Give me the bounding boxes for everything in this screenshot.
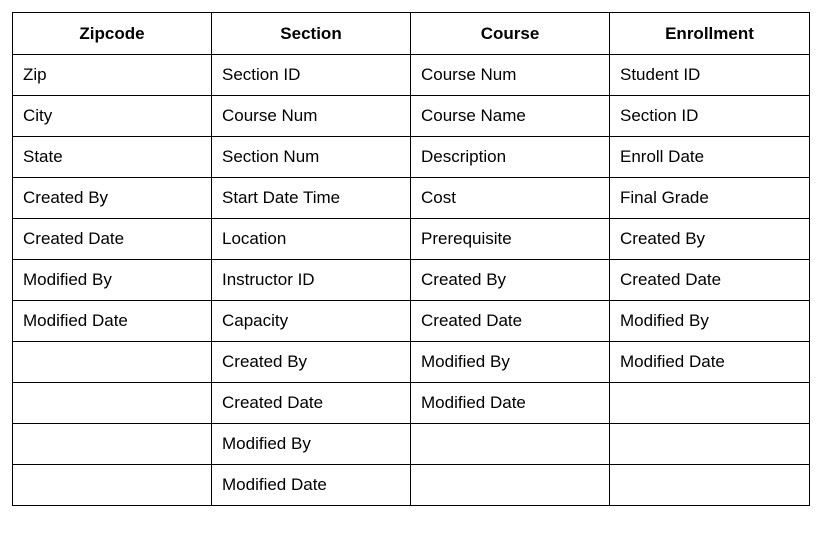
column-header-zipcode: Zipcode bbox=[13, 13, 212, 55]
table-cell-section: Start Date Time bbox=[212, 178, 411, 219]
table-cell-zipcode: Modified By bbox=[13, 260, 212, 301]
table-cell-course: Course Name bbox=[411, 96, 610, 137]
table-cell-zipcode: City bbox=[13, 96, 212, 137]
table-cell-course: Cost bbox=[411, 178, 610, 219]
table-cell-zipcode: Zip bbox=[13, 55, 212, 96]
table-cell-zipcode bbox=[13, 342, 212, 383]
table-cell-section: Created Date bbox=[212, 383, 411, 424]
table-cell-section: Location bbox=[212, 219, 411, 260]
table-cell-section: Modified By bbox=[212, 424, 411, 465]
table-row bbox=[13, 219, 810, 260]
table-cell-zipcode bbox=[13, 424, 212, 465]
table-cell-enrollment: Created By bbox=[610, 219, 810, 260]
table-cell-zipcode: Created By bbox=[13, 178, 212, 219]
table-cell-section: Section Num bbox=[212, 137, 411, 178]
table-cell-zipcode: Modified Date bbox=[13, 301, 212, 342]
column-header-course: Course bbox=[411, 13, 610, 55]
table-row bbox=[13, 342, 810, 383]
table-cell-course: Created Date bbox=[411, 301, 610, 342]
table-cell-course: Modified By bbox=[411, 342, 610, 383]
table-cell-section: Section ID bbox=[212, 55, 411, 96]
table-cell-section: Created By bbox=[212, 342, 411, 383]
table-cell-zipcode: Created Date bbox=[13, 219, 212, 260]
table-cell-enrollment bbox=[610, 465, 810, 506]
table-row bbox=[13, 301, 810, 342]
table-row bbox=[13, 465, 810, 506]
column-header-enrollment: Enrollment bbox=[610, 13, 810, 55]
table-cell-course: Course Num bbox=[411, 55, 610, 96]
table-cell-enrollment bbox=[610, 383, 810, 424]
table-cell-course: Created By bbox=[411, 260, 610, 301]
table-row bbox=[13, 178, 810, 219]
table-row bbox=[13, 424, 810, 465]
table-cell-section: Course Num bbox=[212, 96, 411, 137]
column-header-section: Section bbox=[212, 13, 411, 55]
table-cell-course bbox=[411, 424, 610, 465]
header-row bbox=[13, 13, 810, 55]
table-cell-enrollment: Modified By bbox=[610, 301, 810, 342]
table-cell-course bbox=[411, 465, 610, 506]
table-row bbox=[13, 137, 810, 178]
table-cell-enrollment: Enroll Date bbox=[610, 137, 810, 178]
table-row bbox=[13, 383, 810, 424]
table-cell-enrollment: Created Date bbox=[610, 260, 810, 301]
table-cell-zipcode bbox=[13, 383, 212, 424]
table-row bbox=[13, 96, 810, 137]
schema-table bbox=[12, 12, 810, 506]
table-cell-zipcode bbox=[13, 465, 212, 506]
table-cell-enrollment: Student ID bbox=[610, 55, 810, 96]
table-cell-enrollment bbox=[610, 424, 810, 465]
table-cell-enrollment: Modified Date bbox=[610, 342, 810, 383]
table-cell-course: Description bbox=[411, 137, 610, 178]
table-cell-enrollment: Final Grade bbox=[610, 178, 810, 219]
table-cell-zipcode: State bbox=[13, 137, 212, 178]
table-cell-enrollment: Section ID bbox=[610, 96, 810, 137]
table-cell-section: Capacity bbox=[212, 301, 411, 342]
table-row bbox=[13, 260, 810, 301]
table-cell-section: Instructor ID bbox=[212, 260, 411, 301]
table-body bbox=[13, 55, 810, 506]
table-cell-section: Modified Date bbox=[212, 465, 411, 506]
table-cell-course: Modified Date bbox=[411, 383, 610, 424]
table-row bbox=[13, 55, 810, 96]
table-cell-course: Prerequisite bbox=[411, 219, 610, 260]
